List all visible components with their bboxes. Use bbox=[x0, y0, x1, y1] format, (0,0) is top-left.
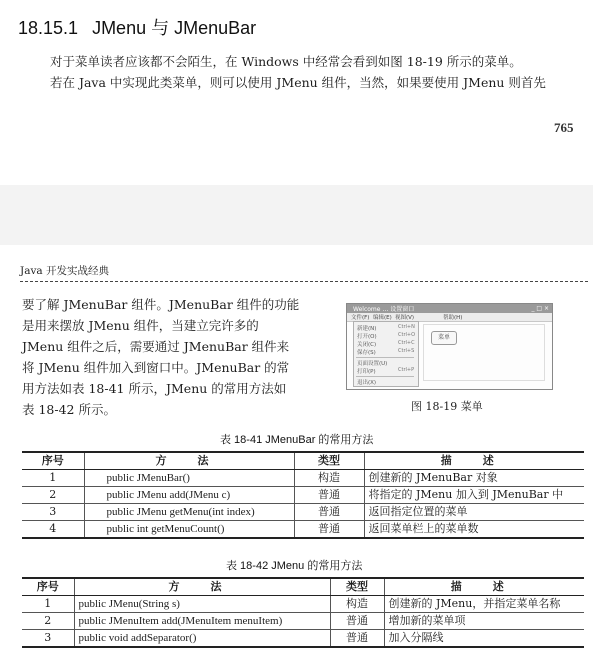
section-title: JMenu 与 JMenuBar bbox=[92, 18, 257, 38]
figure-menu-item: 退出(X) bbox=[357, 380, 377, 386]
figure-menu-file: 文件(F) bbox=[351, 315, 370, 321]
table-row bbox=[22, 596, 584, 613]
page-break bbox=[0, 185, 593, 245]
cell-method: public JMenu(String s) bbox=[74, 596, 330, 613]
figure-menu-accel: Ctrl+P bbox=[398, 367, 415, 373]
figure-menu-view: 视图(V) bbox=[395, 315, 415, 321]
table-header-row bbox=[22, 578, 584, 596]
header-type: 类型 bbox=[330, 578, 384, 596]
figure-menu-button: 菜单 bbox=[431, 331, 457, 345]
cell-index: 1 bbox=[22, 470, 84, 487]
intro-paragraph-line-1: 对于菜单读者应该都不会陌生，在 Windows 中经常会看到如图 18-19 所示的菜单。 bbox=[50, 54, 522, 69]
table-row bbox=[22, 487, 584, 504]
figure-window-title: Welcome … 设置窗口 bbox=[353, 306, 415, 313]
figure-menu-window bbox=[346, 303, 553, 390]
table-42-caption: 表 18-42 JMenu 的常用方法 bbox=[226, 560, 363, 572]
header-index: 序号 bbox=[22, 578, 74, 596]
figure-menu-accel: Ctrl+S bbox=[398, 348, 415, 354]
cell-index: 4 bbox=[22, 521, 84, 539]
header-rule bbox=[20, 281, 588, 282]
page-number: 765 bbox=[554, 120, 574, 135]
figure-menu-item: 打印(P) bbox=[357, 369, 376, 375]
cell-description: 创建新的 JMenu，并指定菜单名称 bbox=[384, 596, 584, 613]
figure-menu-accel: Ctrl+N bbox=[398, 324, 415, 330]
table-row bbox=[22, 470, 584, 487]
figure-menu-item: 新建(N) bbox=[357, 326, 377, 332]
cell-type: 普通 bbox=[294, 504, 364, 521]
table-header-row bbox=[22, 452, 584, 470]
cell-type: 构造 bbox=[294, 470, 364, 487]
body-paragraph-line-2: 是用来摆放 JMenu 组件，当建立完许多的 bbox=[22, 318, 259, 333]
body-paragraph-line-1: 要了解 JMenuBar 组件。JMenuBar 组件的功能 bbox=[22, 297, 300, 312]
table-row bbox=[22, 521, 584, 539]
header-description: 描 述 bbox=[364, 452, 584, 470]
cell-type: 普通 bbox=[330, 630, 384, 648]
header-description: 描 述 bbox=[384, 578, 584, 596]
cell-method: public JMenuItem add(JMenuItem menuItem) bbox=[74, 613, 330, 630]
cell-description: 返回指定位置的菜单 bbox=[364, 504, 584, 521]
figure-menu-item: 保存(S) bbox=[357, 350, 376, 356]
cell-index: 2 bbox=[22, 613, 74, 630]
figure-titlebar bbox=[347, 304, 552, 313]
cell-method: public void addSeparator() bbox=[74, 630, 330, 648]
running-header: Java 开发实战经典 bbox=[20, 265, 109, 277]
figure-menu-separator bbox=[356, 376, 414, 377]
cell-index: 1 bbox=[22, 596, 74, 613]
cell-index: 2 bbox=[22, 487, 84, 504]
table-41-caption: 表 18-41 JMenuBar 的常用方法 bbox=[220, 434, 374, 446]
section-number: 18.15.1 bbox=[18, 18, 79, 38]
body-paragraph-line-6: 表 18-42 所示。 bbox=[22, 402, 116, 417]
figure-window-buttons-icon: _ □ × bbox=[531, 305, 549, 312]
figure-menu-accel: Ctrl+O bbox=[398, 332, 416, 338]
intro-paragraph-line-2: 若在 Java 中实现此类菜单，则可以使用 JMenu 组件，当然，如果要使用 JMenu 则首先 bbox=[50, 75, 546, 90]
cell-description: 将指定的 JMenu 加入到 JMenuBar 中 bbox=[364, 487, 584, 504]
figure-dropdown-menu bbox=[353, 321, 419, 387]
cell-method: public JMenu add(JMenu c) bbox=[84, 487, 294, 504]
figure-menu-edit: 编辑(E) bbox=[373, 315, 392, 321]
table-42 bbox=[22, 577, 584, 648]
body-paragraph-line-5: 用方法如表 18-41 所示，JMenu 的常用方法如 bbox=[22, 381, 287, 396]
cell-method: public JMenuBar() bbox=[84, 470, 294, 487]
cell-index: 3 bbox=[22, 630, 74, 648]
cell-description: 创建新的 JMenuBar 对象 bbox=[364, 470, 584, 487]
cell-method: public int getMenuCount() bbox=[84, 521, 294, 539]
header-index: 序号 bbox=[22, 452, 84, 470]
figure-menu-help: 帮助(H) bbox=[443, 315, 463, 321]
figure-menu-accel: Ctrl+C bbox=[398, 340, 415, 346]
header-type: 类型 bbox=[294, 452, 364, 470]
cell-description: 加入分隔线 bbox=[384, 630, 584, 648]
body-paragraph-line-3: JMenu 组件之后，需要通过 JMenuBar 组件来 bbox=[22, 339, 290, 354]
table-row bbox=[22, 504, 584, 521]
figure-menu-item: 关闭(C) bbox=[357, 342, 377, 348]
section-heading bbox=[18, 14, 256, 40]
cell-description: 返回菜单栏上的菜单数 bbox=[364, 521, 584, 539]
figure-menu-item: 页面设置(U) bbox=[357, 361, 388, 367]
table-row bbox=[22, 613, 584, 630]
figure-caption: 图 18-19 菜单 bbox=[411, 400, 483, 413]
cell-type: 普通 bbox=[294, 521, 364, 539]
cell-type: 普通 bbox=[294, 487, 364, 504]
header-method: 方 法 bbox=[74, 578, 330, 596]
cell-index: 3 bbox=[22, 504, 84, 521]
figure-menu-separator bbox=[356, 357, 414, 358]
cell-description: 增加新的菜单项 bbox=[384, 613, 584, 630]
cell-type: 构造 bbox=[330, 596, 384, 613]
body-paragraph-line-4: 将 JMenu 组件加入到窗口中。JMenuBar 的常 bbox=[22, 360, 290, 375]
cell-method: public JMenu getMenu(int index) bbox=[84, 504, 294, 521]
cell-type: 普通 bbox=[330, 613, 384, 630]
table-row bbox=[22, 630, 584, 648]
figure-menu-item: 打开(O) bbox=[357, 334, 377, 340]
table-41 bbox=[22, 451, 584, 539]
header-method: 方 法 bbox=[84, 452, 294, 470]
